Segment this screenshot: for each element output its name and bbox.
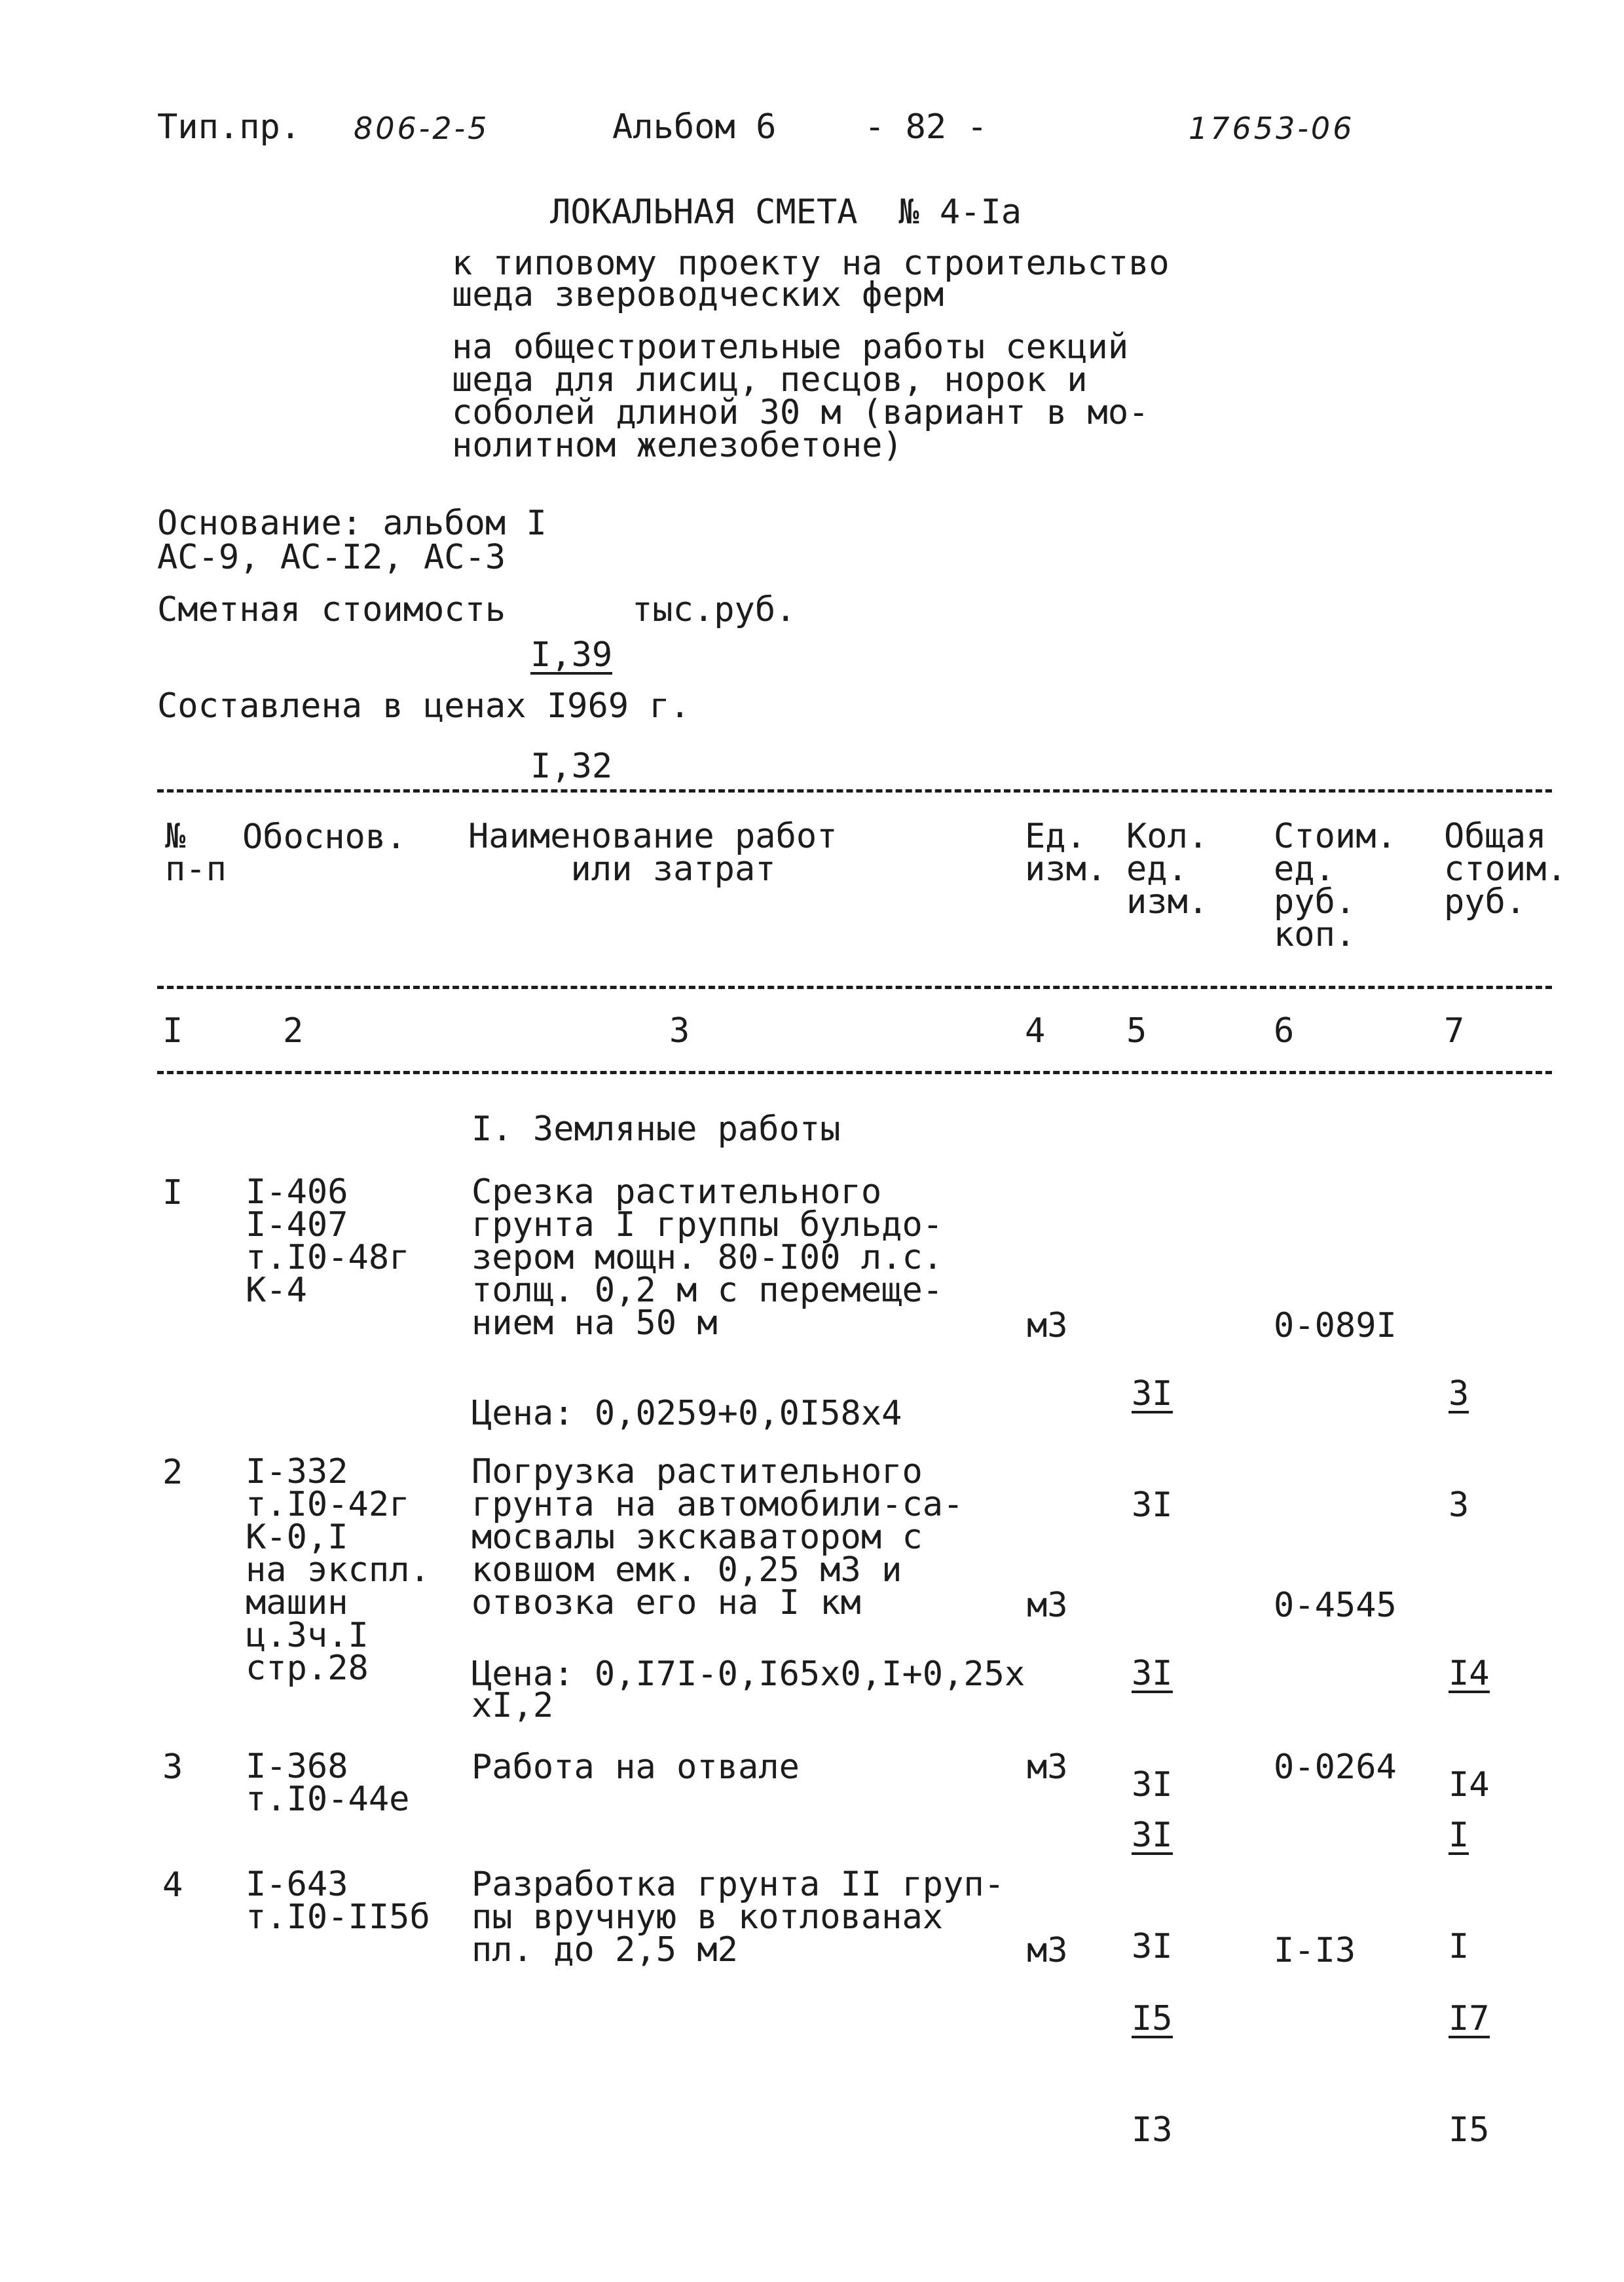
estimated-cost-denominator: I,32: [530, 747, 613, 786]
total-numerator: 3: [1449, 1374, 1469, 1413]
row-basis: I-406 I-407 т.I0-48г К-4: [246, 1172, 410, 1310]
row-work-name: Разработка грунта II груп- пы вручную в котлованах пл. до 2,5 м2: [471, 1865, 1005, 1970]
col-header-total: Общая стоим. руб.: [1444, 817, 1567, 922]
row-unit-price: 0-089I: [1274, 1306, 1397, 1345]
total-numerator: I: [1449, 1816, 1469, 1855]
row-price-note: Цена: 0,I7I-0,I65x0,I+0,25x xI,2: [471, 1655, 1025, 1725]
col-header-basis: Обоснов.: [242, 817, 407, 857]
table-top-rule: [157, 789, 1552, 793]
row-work-name: Погрузка растительного грунта на автомобили-са- мосвалы экскаватором с ковшом емк. 0,25 м3 и отвозка его на I км: [471, 1452, 964, 1622]
row-unit-price: 0-4545: [1274, 1586, 1397, 1625]
estimated-cost-numerator: I,39: [530, 635, 613, 675]
row-number: 4: [162, 1865, 183, 1905]
section-heading: I. Земляные работы: [471, 1110, 841, 1149]
row-unit-price: 0-0264: [1274, 1748, 1397, 1787]
row-unit: м3: [1027, 1306, 1068, 1345]
row-total: [1449, 1934, 1490, 2181]
row-unit: м3: [1027, 1748, 1068, 1787]
quantity-numerator: 3I: [1132, 1816, 1173, 1855]
total-denominator: I4: [1449, 1765, 1490, 1805]
quantity-denominator: I3: [1132, 2110, 1173, 2150]
col-header-qty: Кол. ед. изм.: [1126, 817, 1209, 922]
col-number: 5: [1126, 1011, 1147, 1051]
estimated-cost-label: Сметная стоимость: [157, 590, 506, 629]
row-number: 2: [162, 1453, 183, 1492]
col-header-unit: Ед. изм.: [1025, 817, 1107, 889]
row-number: I: [162, 1173, 183, 1212]
col-number: 7: [1444, 1011, 1465, 1051]
quantity-numerator: 3I: [1132, 1374, 1173, 1413]
row-basis: I-332 т.I0-42г К-0,I на экспл. машин ц.3ч.I стр.28: [246, 1452, 430, 1688]
row-work-name: Работа на отвале: [471, 1748, 800, 1787]
row-unit: м3: [1027, 1931, 1068, 1970]
col-header-name: Наименование работ или затрат: [468, 817, 838, 889]
estimate-subtitle-line1: к типовому проекту на строительство: [452, 244, 1170, 283]
total-denominator: I: [1449, 1927, 1469, 1966]
row-quantity: [1132, 1934, 1173, 2181]
header-page-number: - 82 -: [864, 107, 987, 147]
row-price-note: Цена: 0,0259+0,0I58x4: [471, 1394, 902, 1433]
header-doc-number: 17653-06: [1189, 111, 1355, 146]
quantity-denominator: 3I: [1132, 1927, 1173, 1966]
header-type: Тип.пр.: [157, 107, 301, 147]
total-numerator: I4: [1449, 1654, 1490, 1693]
col-number: I: [162, 1011, 183, 1051]
quantity-numerator: I5: [1132, 1999, 1173, 2038]
total-denominator: 3: [1449, 1486, 1469, 1525]
total-denominator: I5: [1449, 2110, 1490, 2150]
col-number: 4: [1025, 1011, 1046, 1051]
header-project-number: 806-2-5: [354, 111, 490, 146]
quantity-denominator: 3I: [1132, 1765, 1173, 1805]
estimate-description: на общестроительные работы секций шеда для лисиц, песцов, норок и соболей длиной 30 м (вариант в мо- нолитном железобетоне): [452, 327, 1149, 465]
basis-line1: Основание: альбом I: [157, 504, 547, 543]
col-number: 3: [669, 1011, 690, 1051]
row-number: 3: [162, 1748, 183, 1787]
row-basis: I-368 т.I0-44е: [246, 1747, 410, 1819]
quantity-numerator: 3I: [1132, 1654, 1173, 1693]
estimated-cost-unit: тыс.руб.: [632, 590, 796, 629]
col-header-no: № п-п: [165, 817, 227, 889]
row-unit: м3: [1027, 1586, 1068, 1625]
col-number: 6: [1274, 1011, 1295, 1051]
total-numerator: I7: [1449, 1999, 1490, 2038]
col-number: 2: [283, 1011, 304, 1051]
quantity-denominator: 3I: [1132, 1486, 1173, 1525]
estimate-subtitle-line2: шеда звероводческих ферм: [452, 275, 944, 314]
col-header-unit-price: Стоим. ед. руб. коп.: [1274, 817, 1397, 954]
row-work-name: Срезка растительного грунта I группы бульдо- зером мощн. 80-I00 л.с. толщ. 0,2 м с перемеще- нием на 50 м: [471, 1172, 944, 1343]
row-quantity: [1132, 1309, 1173, 1556]
row-unit-price: I-I3: [1274, 1931, 1356, 1970]
estimate-title: ЛОКАЛЬНАЯ СМЕТА № 4-Ia: [550, 193, 1022, 232]
row-total: [1449, 1309, 1490, 1556]
header-album: Альбом 6: [612, 107, 777, 147]
price-level-note: Составлена в ценах I969 г.: [157, 686, 690, 726]
column-numbers-rule: [157, 1071, 1552, 1074]
row-basis: I-643 т.I0-II5б: [246, 1865, 430, 1937]
header-bottom-rule: [157, 986, 1552, 989]
basis-line2: АС-9, АС-I2, АС-3: [157, 538, 506, 577]
